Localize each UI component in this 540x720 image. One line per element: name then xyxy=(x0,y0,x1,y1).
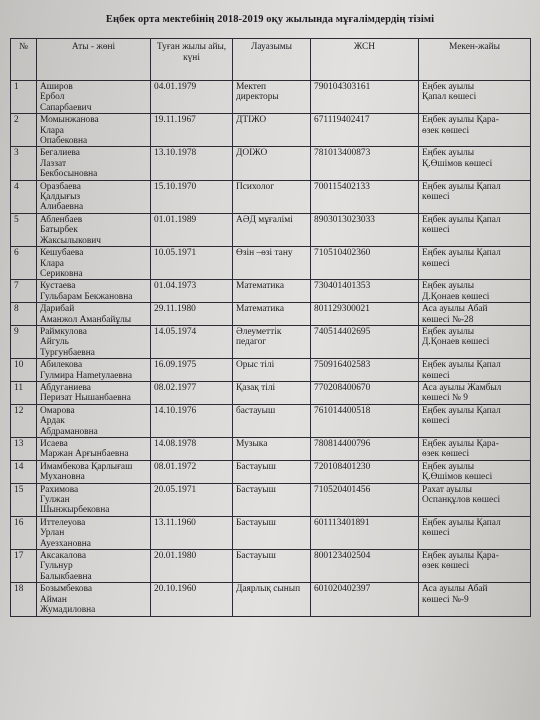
name-line: Сериковна xyxy=(40,268,83,279)
address-line: көшесі № 9 xyxy=(422,393,468,404)
iin-number: 730401401353 xyxy=(311,280,419,303)
iin-number: 601113401891 xyxy=(311,516,419,549)
row-number: 6 xyxy=(11,247,37,280)
position xyxy=(233,213,311,246)
position-line: Психолог xyxy=(236,181,275,192)
birth-date: 20.10.1960 xyxy=(151,583,233,616)
name-line: Бозымбекова xyxy=(40,584,93,595)
table-row xyxy=(11,81,531,114)
table-row xyxy=(11,483,531,516)
birth-date: 16.09.1975 xyxy=(151,359,233,382)
iin-number: 700115402133 xyxy=(311,180,419,213)
address-line: Аса ауылы Абай xyxy=(422,304,488,315)
teacher-name xyxy=(37,460,151,483)
address-line: өзек көшесі xyxy=(422,561,470,572)
name-line: Бегалиева xyxy=(40,148,80,159)
table-row xyxy=(11,583,531,616)
name-line: Батырбек xyxy=(40,225,78,236)
table-row xyxy=(11,404,531,437)
row-number: 18 xyxy=(11,583,37,616)
teacher-name xyxy=(37,114,151,147)
row-number: 13 xyxy=(11,438,37,461)
address-line: Еңбек ауылы Қапал xyxy=(422,214,501,225)
position xyxy=(233,180,311,213)
row-number: 17 xyxy=(11,550,37,583)
iin-number: 710510402360 xyxy=(311,247,419,280)
table-row xyxy=(11,325,531,358)
address-line: көшесі xyxy=(422,192,450,203)
name-line: Шынжырбековна xyxy=(40,505,110,516)
position-line: Өзін –өзі тану xyxy=(236,248,293,259)
name-line: Оразбаева xyxy=(40,181,81,192)
birth-date: 15.10.1970 xyxy=(151,180,233,213)
name-line: Иттелеуова xyxy=(40,517,86,528)
position-line: Бастауыш xyxy=(236,484,276,495)
birth-date: 19.11.1967 xyxy=(151,114,233,147)
name-line: Айман xyxy=(40,594,67,605)
birth-date: 08.01.1972 xyxy=(151,460,233,483)
name-line: Сапарбаевич xyxy=(40,102,92,113)
address-line: Д.Қонаев көшесі xyxy=(422,291,490,302)
name-line: Тургунбаевна xyxy=(40,347,95,358)
address xyxy=(419,438,531,461)
address xyxy=(419,213,531,246)
address-line: Еңбек ауылы Қапал xyxy=(422,517,501,528)
birth-date: 14.10.1976 xyxy=(151,404,233,437)
teacher-name xyxy=(37,213,151,246)
position-line: педагог xyxy=(236,337,267,348)
position-line: Математика xyxy=(236,281,284,292)
row-number: 7 xyxy=(11,280,37,303)
iin-number: 740514402695 xyxy=(311,325,419,358)
row-number: 11 xyxy=(11,381,37,404)
name-line: Абдрамановна xyxy=(40,426,98,437)
address xyxy=(419,460,531,483)
name-line: Клара xyxy=(40,258,64,269)
address-line: Еңбек ауылы Қапал xyxy=(422,405,501,416)
name-line: Қалдығыз xyxy=(40,192,81,203)
address-line: Аса ауылы Абай xyxy=(422,584,488,595)
position xyxy=(233,81,311,114)
address-line: өзек көшесі xyxy=(422,125,470,136)
position-line: Бастауыш xyxy=(236,551,276,562)
name-line: Ербол xyxy=(40,92,65,103)
name-line: Жумадиловна xyxy=(40,605,96,616)
iin-number: 770208400670 xyxy=(311,381,419,404)
birth-date: 08.02.1977 xyxy=(151,381,233,404)
address-line: Қ.Өшімов көшесі xyxy=(422,472,493,483)
iin-number: 801129300021 xyxy=(311,303,419,326)
row-number: 3 xyxy=(11,147,37,180)
row-number: 16 xyxy=(11,516,37,549)
teacher-name xyxy=(37,325,151,358)
name-line: Гульнур xyxy=(40,561,73,572)
table-row xyxy=(11,114,531,147)
teacher-name xyxy=(37,280,151,303)
position xyxy=(233,381,311,404)
iin-number: 790104303161 xyxy=(311,81,419,114)
position-line: Музыка xyxy=(236,439,268,449)
position-line: ДТІЖО xyxy=(236,115,267,126)
table-row xyxy=(11,147,531,180)
row-number: 5 xyxy=(11,213,37,246)
name-line: Гульбарам Бекжановна xyxy=(40,291,133,302)
iin-number: 780814400796 xyxy=(311,438,419,461)
position-line: Бастауыш xyxy=(236,517,276,528)
teacher-name xyxy=(37,404,151,437)
name-line: Аширов xyxy=(40,82,73,92)
teacher-name xyxy=(37,359,151,382)
birth-date: 20.05.1971 xyxy=(151,483,233,516)
table-row xyxy=(11,303,531,326)
name-line: Опабековна xyxy=(40,136,88,147)
document-title: Еңбек орта мектебінің 2018-2019 оқу жылында мұғалімдердің тізімі xyxy=(105,14,435,25)
teacher-name xyxy=(37,180,151,213)
iin-number: 761014400518 xyxy=(311,404,419,437)
address xyxy=(419,404,531,437)
table-row xyxy=(11,180,531,213)
name-line: Абдуганиева xyxy=(40,382,91,393)
name-line: Абленбаев xyxy=(40,214,83,225)
name-line: Кешубаева xyxy=(40,248,84,259)
name-line: Рахимова xyxy=(40,484,79,495)
address-line: Еңбек ауылы Қапал xyxy=(422,181,501,192)
position xyxy=(233,550,311,583)
teacher-name xyxy=(37,247,151,280)
address-line: көшесі xyxy=(422,416,450,427)
name-line: Бекбосыновна xyxy=(40,169,98,180)
name-line: Абилекова xyxy=(40,360,83,371)
name-line: Лаззат xyxy=(40,158,67,169)
row-number: 2 xyxy=(11,114,37,147)
position xyxy=(233,280,311,303)
address-line: Рахат ауылы xyxy=(422,484,472,495)
birth-date: 13.11.1960 xyxy=(151,516,233,549)
name-line: Гулмира Нametулаевна xyxy=(40,370,133,381)
name-line: Аманжол Аманбайұлы xyxy=(40,314,132,325)
teacher-name xyxy=(37,438,151,461)
row-number: 14 xyxy=(11,460,37,483)
name-line: Балыкбаевна xyxy=(40,571,92,582)
position xyxy=(233,460,311,483)
address-line: Қ.Өшімов көшесі xyxy=(422,158,493,169)
teacher-name xyxy=(37,81,151,114)
iin-number: 8903013023033 xyxy=(311,213,419,246)
address-line: Қапал көшесі xyxy=(422,92,477,103)
table-row xyxy=(11,247,531,280)
name-line: Кустаева xyxy=(40,281,76,292)
teacher-name xyxy=(37,483,151,516)
position xyxy=(233,303,311,326)
position xyxy=(233,483,311,516)
name-line: Жаксылыкович xyxy=(40,235,102,246)
birth-date: 01.01.1989 xyxy=(151,213,233,246)
address xyxy=(419,81,531,114)
position-line: Мектеп xyxy=(236,82,267,92)
teacher-name xyxy=(37,381,151,404)
address-line: көшесі №-28 xyxy=(422,314,474,325)
iin-number: 720108401230 xyxy=(311,460,419,483)
name-line: Мухановна xyxy=(40,472,85,483)
table-header-row xyxy=(11,39,531,81)
position xyxy=(233,325,311,358)
name-line: Алибаевна xyxy=(40,202,84,213)
position-line: бастауыш xyxy=(236,405,276,416)
name-line: Айгуль xyxy=(40,337,69,348)
table-row xyxy=(11,359,531,382)
name-line: Ауезхановна xyxy=(40,538,91,549)
address-line: Д.Қонаев көшесі xyxy=(422,337,490,348)
row-number: 9 xyxy=(11,325,37,358)
address-line: көшесі xyxy=(422,258,450,269)
position-line: директоры xyxy=(236,92,279,103)
position-line: АӘД мұғалімі xyxy=(236,214,293,225)
name-line: Клара xyxy=(40,125,64,136)
address xyxy=(419,325,531,358)
row-number: 10 xyxy=(11,359,37,382)
address xyxy=(419,147,531,180)
address-line: өзек көшесі xyxy=(422,449,470,460)
table-row xyxy=(11,516,531,549)
iin-number: 800123402504 xyxy=(311,550,419,583)
name-line: Ардак xyxy=(40,416,65,427)
address-line: Еңбек ауылы Қара- xyxy=(422,115,499,126)
row-number: 12 xyxy=(11,404,37,437)
address-line: Еңбек ауылы Қара- xyxy=(422,551,499,562)
birth-date: 14.08.1978 xyxy=(151,438,233,461)
row-number: 15 xyxy=(11,483,37,516)
iin-number: 781013400873 xyxy=(311,147,419,180)
position xyxy=(233,516,311,549)
name-line: Урлан xyxy=(40,528,65,539)
name-line: Имамбекова Қарлығаш xyxy=(40,461,133,472)
address xyxy=(419,483,531,516)
birth-date: 20.01.1980 xyxy=(151,550,233,583)
address-line: Еңбек ауылы xyxy=(422,148,475,159)
address-line: көшесі №-9 xyxy=(422,594,469,605)
table-row xyxy=(11,550,531,583)
teacher-name xyxy=(37,583,151,616)
iin-number: 750916402583 xyxy=(311,359,419,382)
position-line: Математика xyxy=(236,304,284,315)
name-line: Перизат Нышанбаевна xyxy=(40,393,131,404)
teachers-table xyxy=(10,38,531,617)
address-line: Еңбек ауылы Қапал xyxy=(422,360,501,371)
address xyxy=(419,550,531,583)
position-line: Даярлық сынып xyxy=(236,584,301,595)
table-row xyxy=(11,381,531,404)
birth-date: 10.05.1971 xyxy=(151,247,233,280)
name-line: Исаева xyxy=(40,439,68,449)
teacher-name xyxy=(37,516,151,549)
address-line: көшесі xyxy=(422,528,450,539)
birth-date: 04.01.1979 xyxy=(151,81,233,114)
address xyxy=(419,180,531,213)
address xyxy=(419,280,531,303)
birth-date: 14.05.1974 xyxy=(151,325,233,358)
header-full-name: Аты - жөні xyxy=(37,39,151,81)
address-line: Оспанқұлов көшесі xyxy=(422,495,501,506)
name-line: Маржан Арғынбаевна xyxy=(40,449,129,460)
address xyxy=(419,583,531,616)
name-line: Омарова xyxy=(40,405,75,416)
position-line: Бастауыш xyxy=(236,461,276,472)
teacher-name xyxy=(37,303,151,326)
iin-number: 710520401456 xyxy=(311,483,419,516)
position-line: Әлеуметтік xyxy=(236,326,282,337)
address xyxy=(419,247,531,280)
address-line: Еңбек ауылы xyxy=(422,281,475,292)
address-line: Еңбек ауылы Қара- xyxy=(422,439,499,449)
name-line: Раймкулова xyxy=(40,326,87,337)
name-line: Гулжан xyxy=(40,495,70,506)
address xyxy=(419,114,531,147)
address-line: Аса ауылы Жамбыл xyxy=(422,382,502,393)
header-address: Мекен-жайы xyxy=(419,39,531,81)
address-line: Еңбек ауылы xyxy=(422,326,475,337)
table-body xyxy=(11,81,531,617)
iin-number: 671119402417 xyxy=(311,114,419,147)
position xyxy=(233,114,311,147)
position-line: ДОІЖО xyxy=(236,148,268,159)
iin-number: 601020402397 xyxy=(311,583,419,616)
position xyxy=(233,404,311,437)
header-number: № xyxy=(11,39,37,81)
table-row xyxy=(11,280,531,303)
address-line: көшесі xyxy=(422,370,450,381)
birth-date: 13.10.1978 xyxy=(151,147,233,180)
teacher-name xyxy=(37,147,151,180)
address-line: көшесі xyxy=(422,225,450,236)
position xyxy=(233,583,311,616)
address-line: Еңбек ауылы xyxy=(422,461,475,472)
address xyxy=(419,359,531,382)
table-row xyxy=(11,213,531,246)
name-line: Аксакалова xyxy=(40,551,87,562)
position xyxy=(233,247,311,280)
name-line: Момынжанова xyxy=(40,115,99,126)
name-line: Дарибай xyxy=(40,304,75,315)
position-line: Қазақ тілі xyxy=(236,382,276,393)
address-line: Еңбек ауылы Қапал xyxy=(422,248,501,259)
address xyxy=(419,381,531,404)
position xyxy=(233,359,311,382)
address xyxy=(419,303,531,326)
address-line: Еңбек ауылы xyxy=(422,82,475,92)
position xyxy=(233,438,311,461)
row-number: 4 xyxy=(11,180,37,213)
header-iin: ЖСН xyxy=(311,39,419,81)
birth-date: 01.04.1973 xyxy=(151,280,233,303)
row-number: 1 xyxy=(11,81,37,114)
position-line: Орыс тілі xyxy=(236,360,275,371)
address xyxy=(419,516,531,549)
table-row xyxy=(11,460,531,483)
position xyxy=(233,147,311,180)
header-position: Лауазымы xyxy=(233,39,311,81)
teacher-name xyxy=(37,550,151,583)
header-birth-date: Туған жылы айы, күні xyxy=(151,39,233,81)
birth-date: 29.11.1980 xyxy=(151,303,233,326)
table-row xyxy=(11,438,531,461)
row-number: 8 xyxy=(11,303,37,326)
